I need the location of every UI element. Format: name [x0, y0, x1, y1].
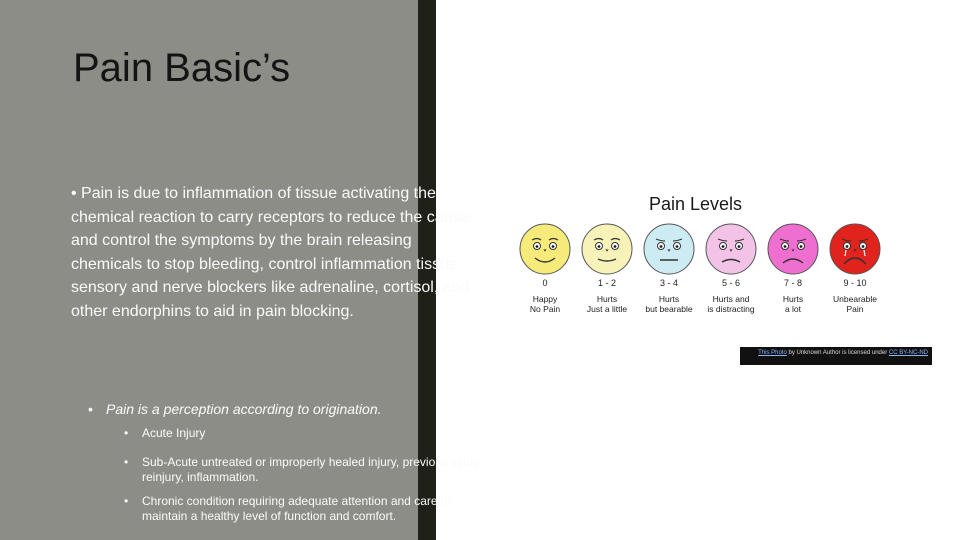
face-label-line2: Just a little	[586, 304, 628, 314]
bullet-glyph: •	[124, 426, 129, 440]
list-item-text: Sub-Acute untreated or improperly healed injury, previous injury, reinjury, inflammation.	[142, 455, 483, 484]
bullet-glyph: •	[124, 494, 129, 508]
face-label-line1: Hurts	[658, 294, 680, 304]
photo-credit	[740, 347, 932, 365]
face-icon-happy	[518, 222, 572, 276]
face-number: 1 - 2	[597, 278, 616, 288]
list-item	[124, 494, 488, 524]
bullet-glyph: •	[88, 401, 93, 417]
face-label-line2: Pain	[846, 304, 864, 314]
list-item-text: Acute Injury	[142, 426, 206, 440]
sub-lead-text: Pain is a perception according to origination.	[106, 401, 382, 417]
pain-levels-figure	[512, 186, 892, 326]
face-label-line2: is distracting	[707, 304, 755, 314]
license-link[interactable]: CC BY-NC-ND	[888, 350, 928, 356]
face-label-line2: but bearable	[645, 304, 693, 314]
face-number: 9 - 10	[843, 278, 867, 288]
sub-bullet-list	[88, 400, 488, 533]
face-label-line2: a lot	[784, 304, 802, 314]
sub-lead-item	[88, 400, 488, 418]
face-icon-sad	[704, 222, 758, 276]
face-number: 7 - 8	[783, 278, 802, 288]
nested-list	[88, 426, 488, 524]
credit-text: by Unknown Author is licensed under	[786, 350, 889, 356]
list-item-text: Chronic condition requiring adequate attention and care to maintain a healthy level of function and comfort.	[142, 494, 451, 523]
face-label-line1: Hurts and	[712, 294, 750, 304]
face-icon-slight	[580, 222, 634, 276]
face-label-line2: No Pain	[529, 304, 561, 314]
face-label-line1: Unbearable	[833, 294, 877, 304]
face-label-line1: Hurts	[596, 294, 618, 304]
bullet-glyph: •	[124, 455, 129, 469]
list-item	[124, 426, 488, 441]
face-label-line1: Hurts	[782, 294, 804, 304]
photo-link[interactable]: This Photo	[758, 350, 787, 356]
face-number: 5 - 6	[721, 278, 740, 288]
slide-title: Pain Basic’s	[73, 46, 291, 90]
list-item	[124, 455, 488, 485]
face-icon-crying	[828, 222, 882, 276]
face-number: 3 - 4	[659, 278, 678, 288]
face-icon-neutral	[642, 222, 696, 276]
main-bullet-text: • Pain is due to inflammation of tissue activating the chemical reaction to carry receptors to reduce the cause and control the symptoms by the brain releasing chemicals to stop bleeding, control inflammation tissue sensory and nerve blockers like adrenaline, cortisol, and other endorphins to aid in pain blocking.	[71, 185, 470, 320]
figure-title: Pain Levels	[649, 194, 743, 214]
face-icon-sadder	[766, 222, 820, 276]
face-label-line1: Happy	[532, 294, 558, 304]
face-number: 0	[542, 278, 548, 288]
face-label	[817, 294, 893, 314]
